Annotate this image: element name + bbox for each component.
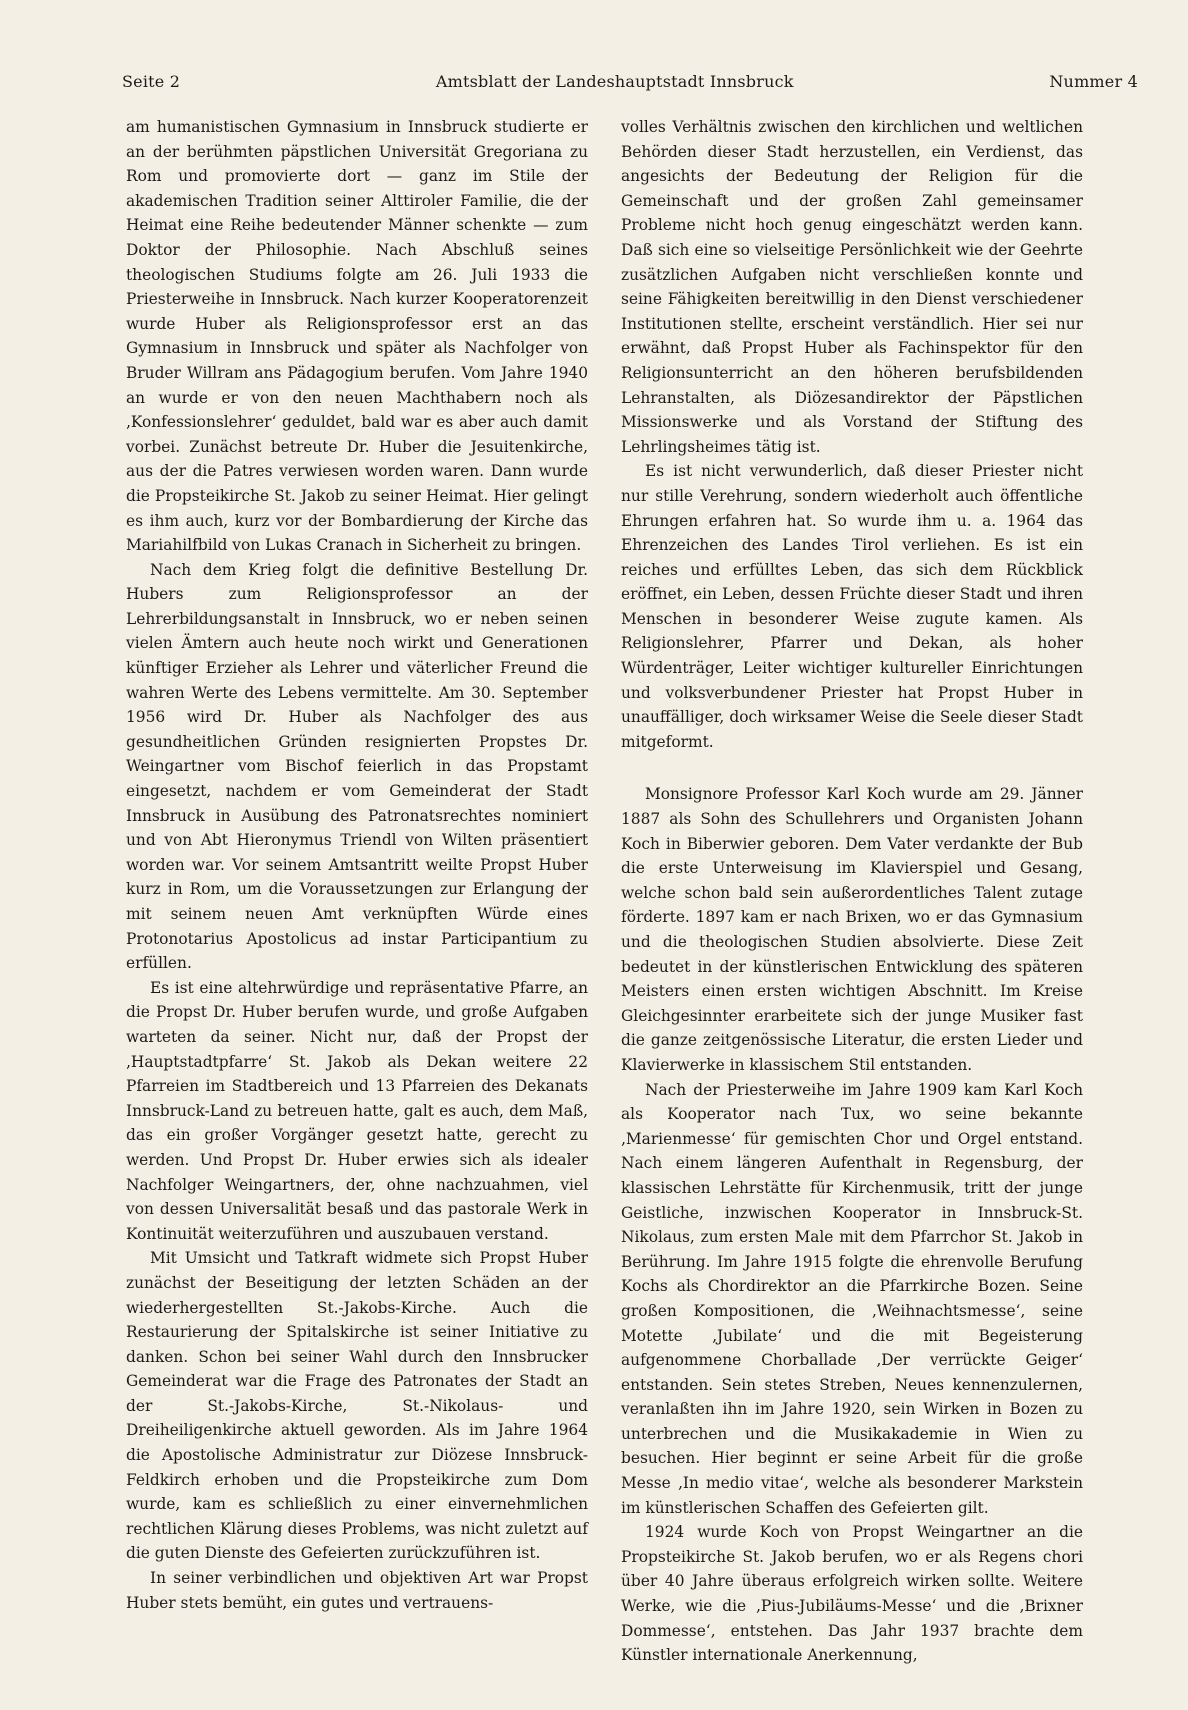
paragraph: Nach dem Krieg folgt die definitive Bestellung Dr. Hubers zum Religionsprofessor an der Lehrerbildungsanstalt in Innsbruck, wo er neben seinen vielen Ämtern auch heute noch wirkt und Generationen künftiger Erzieher als Lehrer und väterlicher Freund die wahren Werte des Lebens vermittelte. Am 30. September 1956 wird Dr. Huber als Nachfolger des aus gesundheitlichen Gründen resignierten Propstes Dr. Weingartner vom Bischof feierlich in das Propstamt eingesetzt, nachdem er vom Gemeinderat der Stadt Innsbruck in Ausübung des Patronatsrechtes nominiert und von Abt Hieronymus Triendl von Wilten präsentiert worden war. Vor seinem Amtsantritt weilte Propst Huber kurz in Rom, um die Voraussetzungen zur Erlangung der mit seinem neuen Amt verknüpften Würde eines Protonotarius Apostolicus ad instar Participantium zu erfüllen. xyxy=(126,560,588,973)
paragraph: 1924 wurde Koch von Propst Weingartner an die Propsteikirche St. Jakob berufen, wo er als Regens chori über 40 Jahre überaus erfolgreich wirken sollte. Weitere Werke, wie die ‚Pius-Jubiläums-Messe‘ und die ‚Brixner Dommesse‘, entstehen. Das Jahr 1937 brachte dem Künstler internationale Anerkennung, xyxy=(621,1523,1083,1665)
right-column xyxy=(621,115,1083,1668)
paragraph: Es ist eine altehrwürdige und repräsentative Pfarre, an die Propst Dr. Huber berufen wurde, und große Aufgaben warteten da seiner. Nicht nur, daß der Propst der ‚Hauptstadtpfarre‘ St. Jakob als Dekan weitere 22 Pfarreien im Stadtbereich und 13 Pfarreien des Dekanats Innsbruck-Land zu betreuen hatte, galt es auch, dem Maß, das ein großer Vorgänger gesetzt hatte, gerecht zu werden. Und Propst Dr. Huber erwies sich als idealer Nachfolger Weingartners, der, ohne nachzuahmen, viel von dessen Universalität besaß und das pastorale Werk in Kontinuität weiterzuführen und auszubauen verstand. xyxy=(126,978,588,1243)
left-column xyxy=(126,115,588,1615)
issue-number: Nummer 4 xyxy=(1049,72,1138,91)
paragraph: Monsignore Professor Karl Koch wurde am 29. Jänner 1887 als Sohn des Schullehrers und Organisten Johann Koch in Biberwier geboren. Dem Vater verdankte der Bub die erste Unterweisung im Klavierspiel und Gesang, welche schon bald sein außerordentliches Talent zutage förderte. 1897 kam er nach Brixen, wo er das Gymnasium und die theologischen Studien absolvierte. Diese Zeit bedeutet in der künstlerischen Entwicklung des späteren Meisters einen ersten wichtigen Abschnitt. Im Kreise Gleichgesinnter erarbeitete sich der junge Musiker fast die ganze zeitgenössische Literatur, die ersten Lieder und Klavierwerke in klassischem Stil entstanden. xyxy=(621,785,1083,1074)
paragraph: Nach der Priesterweihe im Jahre 1909 kam Karl Koch als Kooperator nach Tux, wo seine bekannte ‚Marienmesse‘ für gemischten Chor und Orgel entstand. Nach einem längeren Aufenthalt in Regensburg, der klassischen Lehrstätte für Kirchenmusik, tritt der junge Geistliche, inzwischen Kooperator in Innsbruck-St. Nikolaus, zum ersten Male mit dem Pfarrchor St. Jakob in Berührung. Im Jahre 1915 folgte die ehrenvolle Berufung Kochs als Chordirektor an die Pfarrkirche Bozen. Seine großen Kompositionen, die ‚Weihnachtsmesse‘, seine Motette ‚Jubilate‘ und die mit Begeisterung aufgenommene Chorballade ‚Der verrückte Geiger‘ entstanden. Sein stetes Streben, Neues kennenzulernen, veranlaßten ihn im Jahre 1920, sein Wirken in Bozen zu unterbrechen und die Musikakademie in Wien zu besuchen. Hier beginnt er seine Arbeit für die große Messe ‚In medio vitae‘, welche als besonderer Markstein im künstlerischen Schaffen des Gefeierten gilt. xyxy=(621,1080,1083,1517)
page-header xyxy=(122,72,1138,96)
paragraph: Es ist nicht verwunderlich, daß dieser Priester nicht nur stille Verehrung, sondern wiederholt auch öffentliche Ehrungen erfahren hat. So wurde ihm u. a. 1964 das Ehrenzeichen des Landes Tirol verliehen. Es ist ein reiches und erfülltes Leben, das sich dem Rückblick eröffnet, ein Leben, dessen Früchte dieser Stadt und ihren Menschen in besonderer Weise zugute kamen. Als Religionslehrer, Pfarrer und Dekan, als hoher Würdenträger, Leiter wichtiger kultureller Einrichtungen und volksverbundener Priester hat Propst Huber in unauffälliger, doch wirksamer Weise die Seele dieser Stadt mitgeformt. xyxy=(621,462,1083,751)
paragraph: In seiner verbindlichen und objektiven Art war Propst Huber stets bemüht, ein gutes und vertrauens- xyxy=(126,1569,588,1612)
publication-title: Amtsblatt der Landeshauptstadt Innsbruck xyxy=(435,72,794,91)
paragraph: Mit Umsicht und Tatkraft widmete sich Propst Huber zunächst der Beseitigung der letzten Schäden an der wiederhergestellten St.-Jakobs-Kirche. Auch die Restaurierung der Spitalskirche ist seiner Initiative zu danken. Schon bei seiner Wahl durch den Innsbrucker Gemeinderat war die Frage des Patronates der Stadt an der St.-Jakobs-Kirche, St.-Nikolaus- und Dreiheiligenkirche aktuell geworden. Als im Jahre 1964 die Apostolische Administratur zur Diözese Innsbruck-Feldkirch erhoben und die Propsteikirche zum Dom wurde, kam es schließlich zu einer einvernehmlichen rechtlichen Klärung dieses Problems, was nicht zuletzt auf die guten Dienste des Gefeierten zurückzuführen ist. xyxy=(126,1249,588,1563)
page-number: Seite 2 xyxy=(122,72,181,91)
paragraph: volles Verhältnis zwischen den kirchlichen und weltlichen Behörden dieser Stadt herzustellen, ein Verdienst, das angesichts der Bedeutung der Religion für die Gemeinschaft und der großen Zahl gemeinsamer Probleme nicht hoch genug eingeschätzt werden kann. Daß sich eine so vielseitige Persönlichkeit wie der Geehrte zusätzlichen Aufgaben nicht verschließen konnte und seine Fähigkeiten bereitwillig in den Dienst verschiedener Institutionen stellte, erscheint verständlich. Hier sei nur erwähnt, daß Propst Huber als Fachinspektor für den Religionsunterricht an den höheren berufsbildenden Lehranstalten, als Diözesandirektor der Päpstlichen Missionswerke und als Vorstand der Stiftung des Lehrlingsheimes tätig ist. xyxy=(621,118,1083,456)
paragraph: am humanistischen Gymnasium in Innsbruck studierte er an der berühmten päpstlichen Universität Gregoriana zu Rom und promovierte dort — ganz im Stile der akademischen Tradition seiner Alttiroler Familie, die der Heimat eine Reihe bedeutender Männer schenkte — zum Doktor der Philosophie. Nach Abschluß seines theologischen Studiums folgte am 26. Juli 1933 die Priesterweihe in Innsbruck. Nach kurzer Kooperatorenzeit wurde Huber als Religionsprofessor erst an das Gymnasium in Innsbruck und später als Nachfolger von Bruder Willram ans Pädagogium berufen. Vom Jahre 1940 an wurde er von den neuen Machthabern noch als ‚Konfessionslehrer‘ geduldet, bald war es aber auch damit vorbei. Zunächst betreute Dr. Huber die Jesuitenkirche, aus der die Patres verwiesen worden waren. Dann wurde die Propsteikirche St. Jakob zu seiner Heimat. Hier gelingt es ihm auch, kurz vor der Bombardierung der Kirche das Mariahilfbild von Lukas Cranach in Sicherheit zu bringen. xyxy=(126,118,588,555)
